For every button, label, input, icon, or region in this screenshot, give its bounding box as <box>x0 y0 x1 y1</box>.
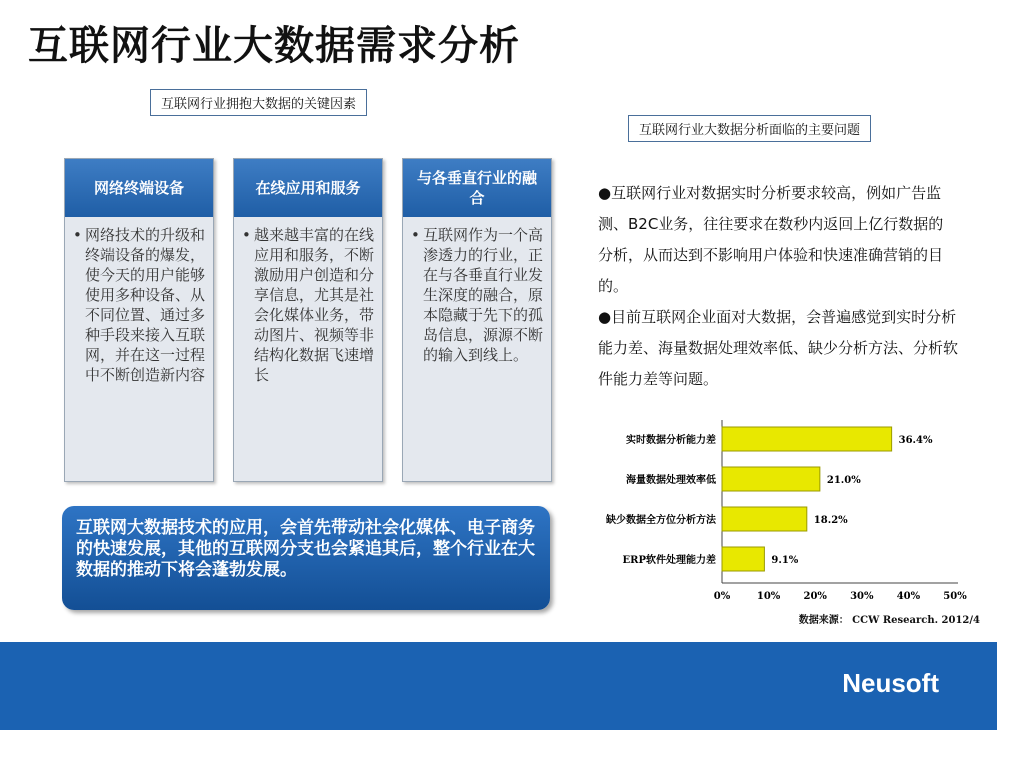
value-label: 36.4% <box>898 435 933 446</box>
issue-paragraph-1: ●互联网行业对数据实时分析要求较高，例如广告监测、B2C业务，往往要求在数秒内返回上亿行数据的分析，从而达到不影响用户体验和快速准确营销的目的。 <box>598 184 944 295</box>
x-tick-label: 0% <box>713 591 731 602</box>
issues-text <box>598 178 958 395</box>
column-text: 越来越丰富的在线应用和服务，不断激励用户创造和分享信息，尤其是社会化媒体业务，带动图片、视频等非结构化数据飞速增长 <box>254 226 375 384</box>
issue-paragraph-2: ●目前互联网企业面对大数据，会普遍感觉到实时分析能力差、海量数据处理效率低、缺少分析方法、分析软件能力差等问题。 <box>598 308 959 388</box>
x-tick-label: 40% <box>896 591 921 602</box>
column-online-services <box>233 158 383 482</box>
chart-source: 数据来源： CCW Research. 2012/4 <box>798 615 980 626</box>
neusoft-logo: Neusoft <box>842 668 939 698</box>
category-label: 海量数据处理效率低 <box>626 475 716 486</box>
bullet: • <box>411 226 420 244</box>
main-issues-label: 互联网行业大数据分析面临的主要问题 <box>628 115 871 142</box>
column-body <box>65 217 213 385</box>
bar-2 <box>722 507 807 531</box>
bar-0 <box>722 427 892 451</box>
column-header: 与各垂直行业的融合 <box>403 159 551 217</box>
category-label: ERP软件处理能力差 <box>622 555 716 566</box>
key-factors-label: 互联网行业拥抱大数据的关键因素 <box>150 89 367 116</box>
column-body <box>403 217 551 365</box>
category-label: 缺少数据全方位分析方法 <box>606 515 716 526</box>
column-header: 网络终端设备 <box>65 159 213 217</box>
summary-box: 互联网大数据技术的应用，会首先带动社会化媒体、电子商务的快速发展，其他的互联网分支也会紧追其后，整个行业在大数据的推动下将会蓬勃发展。 <box>62 506 550 610</box>
value-label: 21.0% <box>826 475 861 486</box>
x-tick-label: 10% <box>756 591 781 602</box>
category-label: 实时数据分析能力差 <box>626 435 716 446</box>
value-label: 18.2% <box>813 515 848 526</box>
column-text: 互联网作为一个高渗透力的行业，正在与各垂直行业发生深度的融合，原本隐藏于先下的孤岛信息，源源不断的输入到线上。 <box>423 226 544 364</box>
issues-bar-chart <box>570 415 990 630</box>
page-title: 互联网行业大数据需求分析 <box>28 23 520 69</box>
column-network-devices <box>64 158 214 482</box>
column-text: 网络技术的升级和终端设备的爆发，使今天的用户能够使用多种设备、从不同位置、通过多种手段来接入互联网，并在这一过程中不断创造新内容 <box>85 226 206 384</box>
x-tick-label: 50% <box>943 591 967 602</box>
x-tick-label: 20% <box>803 591 827 602</box>
bullet: • <box>242 226 251 244</box>
bullet: • <box>73 226 82 244</box>
footer-bar <box>0 642 997 730</box>
x-tick-label: 30% <box>850 591 874 602</box>
column-body <box>234 217 382 385</box>
bar-3 <box>722 547 764 571</box>
column-vertical-integration <box>402 158 552 482</box>
column-header: 在线应用和服务 <box>234 159 382 217</box>
value-label: 9.1% <box>771 555 799 566</box>
bar-1 <box>722 467 820 491</box>
